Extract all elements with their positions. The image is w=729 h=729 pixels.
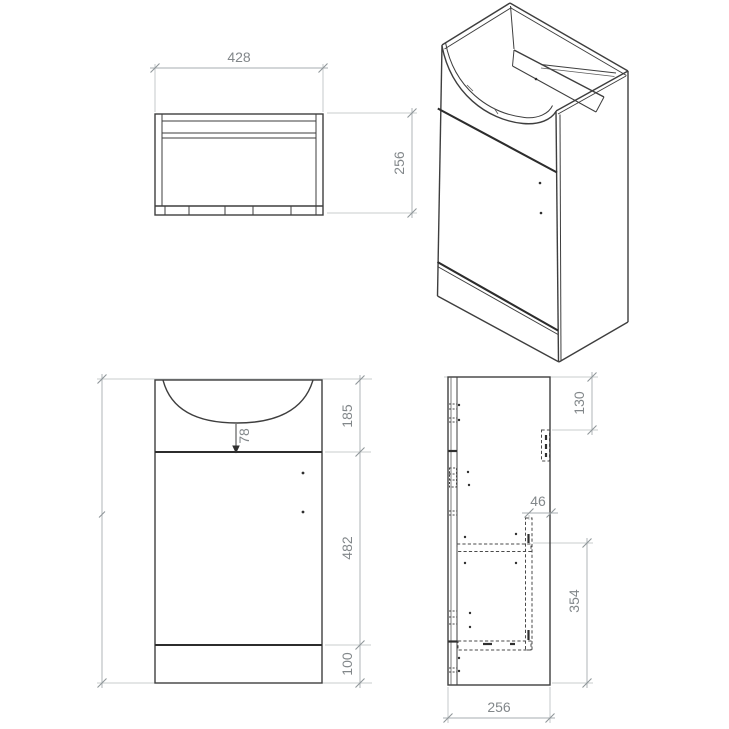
front-hinge-dot-1 [302,472,305,475]
dim-side-depth-label: 256 [487,699,511,715]
front-view [97,374,372,688]
iso-hinge-dot-1 [539,182,542,185]
front-view-outline [155,380,322,683]
iso-hinge-dot-2 [540,212,543,215]
side-view-depth-dimension [443,699,555,723]
iso-back-rail [513,50,617,112]
front-hinge-dot-2 [302,511,305,514]
side-view-outline [448,377,550,685]
side-view-edge-fittings [449,404,458,672]
dim-side-interior-label: 354 [566,589,582,613]
dim-top-width-label: 428 [227,49,251,65]
dim-front-drop-label: 78 [236,428,252,444]
iso-front-face [438,45,560,362]
top-view [150,49,417,218]
iso-right-panel [556,71,628,362]
dim-front-door-section-label: 482 [339,536,355,560]
side-view-top-rail-dimension [571,372,597,435]
iso-rail-fixing-dot [535,78,538,81]
top-view-width-dimension [150,49,328,112]
side-view-top-rail-hidden [542,430,550,461]
side-view-back-gap-dimension [522,493,558,518]
dim-front-basin-section-label: 185 [339,404,355,428]
dim-side-back-gap-label: 46 [530,493,546,509]
side-view-interior-hidden [457,518,532,650]
front-view-section-dimensions [339,375,365,688]
top-view-depth-dimension [327,108,417,218]
top-view-outline [155,114,323,215]
side-view [443,372,598,723]
side-view-interior-dimension [566,538,592,688]
front-view-overall-height-dimension [98,374,107,688]
isometric-view [438,3,629,362]
front-basin-curve [163,380,313,423]
front-basin-drop-dimension [232,424,252,454]
side-view-drill-dots [458,404,517,672]
dim-side-top-rail-label: 130 [571,391,587,415]
dim-top-depth-label: 256 [391,151,407,175]
dim-front-plinth-label: 100 [339,652,355,676]
top-view-foot-tabs [165,207,316,215]
